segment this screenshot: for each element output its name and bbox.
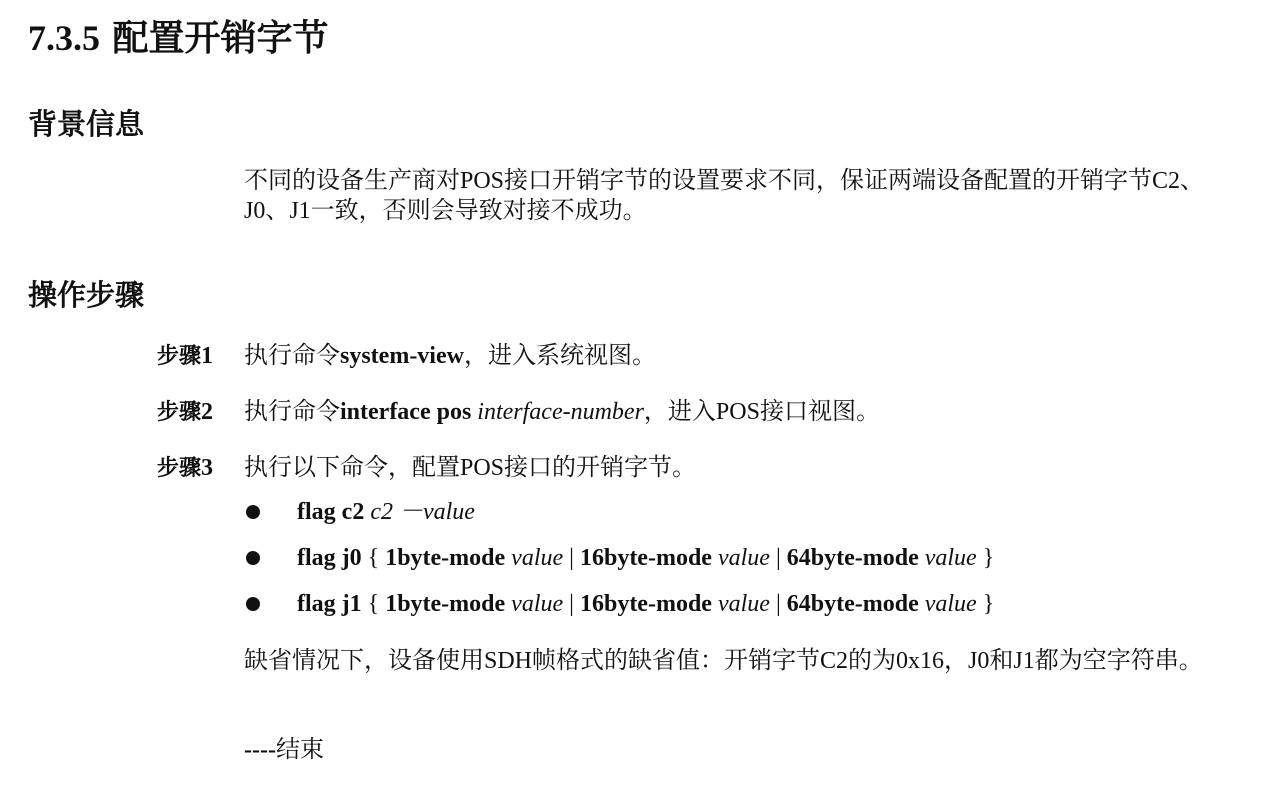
step-text-after: ，进入系统视图。 xyxy=(463,343,656,369)
end-dashes: ---- xyxy=(244,737,276,763)
procedure-heading: 操作步骤 xyxy=(28,278,145,312)
step-label-1 xyxy=(157,341,213,372)
brace-open: { xyxy=(367,591,380,617)
bullet-flag-c2 xyxy=(297,497,475,527)
separator: | xyxy=(775,545,781,571)
option-1byte: 1byte-mode xyxy=(385,591,506,617)
step-label-prefix: 步骤 xyxy=(157,456,202,481)
step-command: system-view xyxy=(340,343,464,369)
step-label-number: 1 xyxy=(201,343,214,369)
bullet-flag-j0 xyxy=(297,543,994,573)
step-label-number: 3 xyxy=(201,455,214,481)
option-64byte: 64byte-mode xyxy=(786,591,919,617)
option-16byte: 16byte-mode xyxy=(579,545,712,571)
section-title-text: 配置开销字节 xyxy=(112,18,329,59)
option-value: value xyxy=(511,545,564,571)
step-text-3 xyxy=(244,453,696,483)
step-param: interface-number xyxy=(477,399,644,425)
step-text-after: ，进入POS接口视图。 xyxy=(643,399,880,425)
step-text-before: 执行命令 xyxy=(244,343,340,369)
bullet-command: flag j1 xyxy=(297,591,362,617)
bullet-icon xyxy=(246,505,260,519)
bullet-command: flag c2 xyxy=(297,499,365,525)
bullet-command: flag j0 xyxy=(297,545,362,571)
step-label-number: 2 xyxy=(201,399,214,425)
option-value: value xyxy=(717,545,770,571)
step-label-prefix: 步骤 xyxy=(157,344,202,369)
brace-open: { xyxy=(367,545,380,571)
page-title xyxy=(28,10,329,61)
background-paragraph: 不同的设备生产商对POS接口开销字节的设置要求不同，保证两端设备配置的开销字节C2、J0、J1一致，否则会导致对接不成功。 xyxy=(244,168,1205,224)
background-heading: 背景信息 xyxy=(28,107,145,141)
default-note: 缺省情况下，设备使用SDH帧格式的缺省值：开销字节C2的为0x16，J0和J1都为空字符串。 xyxy=(244,648,1203,674)
separator: | xyxy=(569,591,574,617)
brace-close: } xyxy=(982,591,995,617)
option-1byte: 1byte-mode xyxy=(385,545,506,571)
step-label-prefix: 步骤 xyxy=(157,400,202,425)
step-label-2 xyxy=(157,397,213,428)
step-label-3 xyxy=(157,453,213,484)
option-value: value xyxy=(924,545,977,571)
step-text-before: 执行命令 xyxy=(244,399,340,425)
bullet-argument: c2 －value xyxy=(370,499,475,525)
section-number: 7.3.5 xyxy=(28,18,100,58)
step-command: interface pos xyxy=(340,399,472,425)
separator: | xyxy=(569,545,574,571)
option-64byte: 64byte-mode xyxy=(786,545,919,571)
option-value: value xyxy=(717,591,770,617)
bullet-flag-j1 xyxy=(297,589,994,619)
step-text-1 xyxy=(244,341,656,371)
end-marker xyxy=(244,735,324,765)
bullet-icon xyxy=(246,597,260,611)
option-16byte: 16byte-mode xyxy=(579,591,712,617)
bullet-icon xyxy=(246,551,260,565)
separator: | xyxy=(775,591,781,617)
brace-close: } xyxy=(982,545,995,571)
step-text-2 xyxy=(244,397,880,427)
end-text: 结束 xyxy=(275,737,324,763)
option-value: value xyxy=(511,591,564,617)
option-value: value xyxy=(924,591,977,617)
step-text-before: 执行以下命令，配置POS接口的开销字节。 xyxy=(244,455,697,481)
